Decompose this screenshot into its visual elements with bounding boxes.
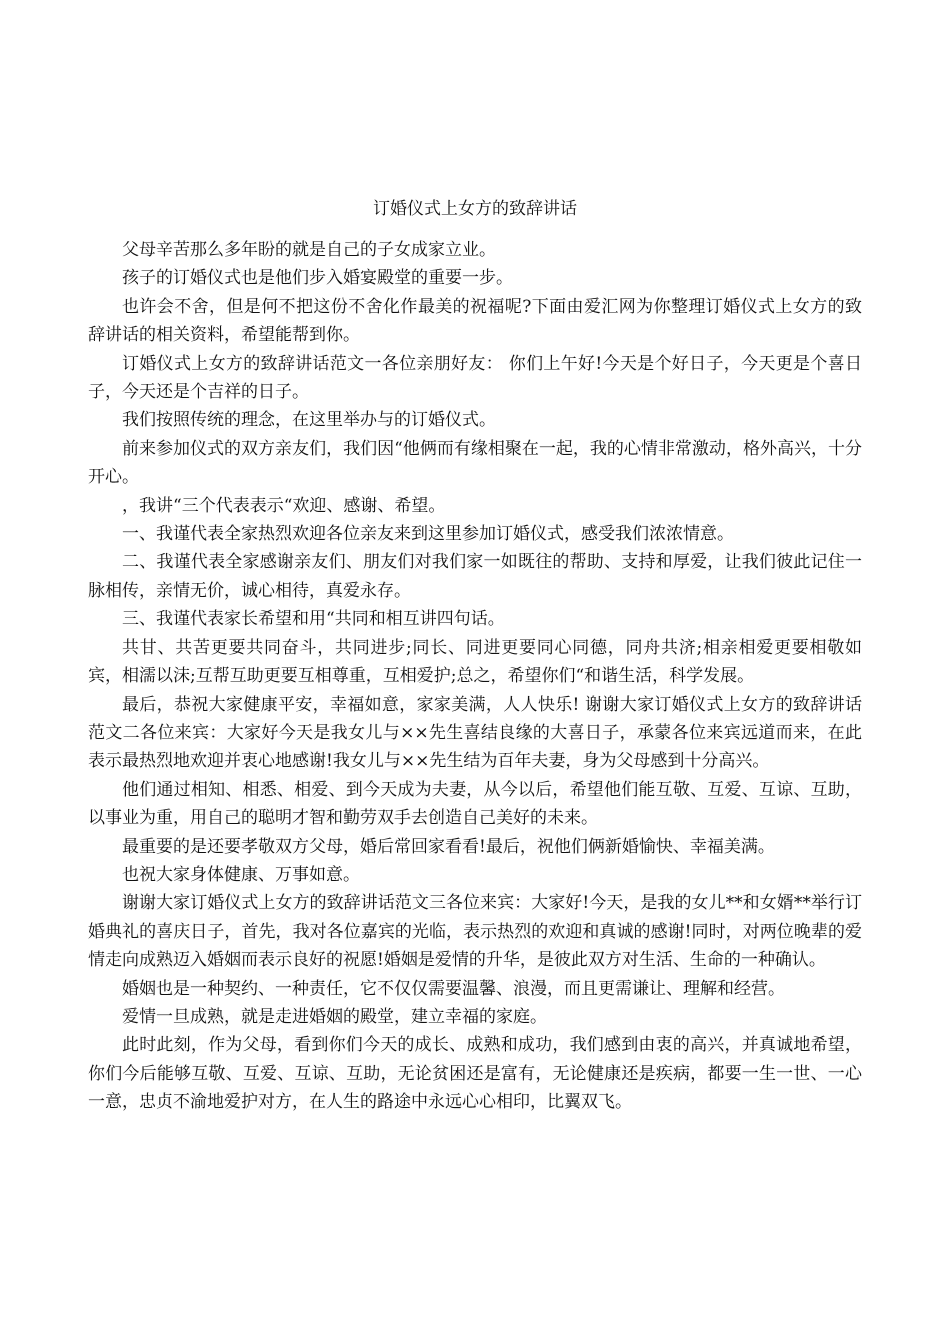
paragraph: 我们按照传统的理念，在这里举办与的订婚仪式。 [122, 410, 496, 431]
paragraph: 二、我谨代表全家感谢亲友们、朋友们对我们家一如既往的帮助、支持和厚爱，让我们彼此记住一脉相传，亲情无价，诚心相待，真爱永存。 [88, 552, 862, 601]
document-body [88, 236, 862, 1117]
paragraph: 最后，恭祝大家健康平安，幸福如意，家家美满，人人快乐! 谢谢大家订婚仪式上女方的致辞讲话范文二各位来宾：大家好今天是我女儿与××先生喜结良缘的大喜日子，承蒙各位来宾远道而来，在此表示最热烈地欢迎并衷心地感谢!我女儿与××先生结为百年夫妻，身为父母感到十分高兴。 [88, 694, 862, 772]
paragraph: 父母辛苦那么多年盼的就是自己的子女成家立业。 [122, 240, 496, 260]
paragraph: 他们通过相知、相悉、相爱、到今天成为夫妻，从今以后，希望他们能互敬、互爱、互谅、互助，以事业为重，用自己的聪明才智和勤劳双手去创造自己美好的未来。 [88, 779, 862, 829]
paragraph: 前来参加仪式的双方亲友们，我们因“他俩而有缘相聚在一起，我的心情非常激动，格外高兴，十分开心。 [88, 438, 862, 488]
paragraph: 婚姻也是一种契约、一种责任，它不仅仅需要温馨、浪漫，而且更需谦让、理解和经营。 [122, 978, 785, 999]
paragraph: 爱情一旦成熟，就是走进婚姻的殿堂，建立幸福的家庭。 [122, 1006, 547, 1027]
document-title: 订婚仪式上女方的致辞讲话 [373, 199, 577, 219]
paragraph: 三、我谨代表家长希望和用“共同和相互讲四句话。 [122, 609, 505, 630]
paragraph: 孩子的订婚仪式也是他们步入婚宴殿堂的重要一步。 [122, 268, 513, 289]
paragraph: 也祝大家身体健康、万事如意。 [122, 864, 360, 885]
paragraph: 共甘、共苦更要共同奋斗，共同进步;同长、同进更要同心同德，同舟共济;相亲相爱更要相敬如宾，相濡以沫;互帮互助更要互相尊重，互相爱护;总之，希望你们“和谐生活，科学发展。 [88, 637, 862, 687]
paragraph: 此时此刻，作为父母，看到你们今天的成长、成熟和成功，我们感到由衷的高兴，并真诚地希望，你们今后能够互敬、互爱、互谅、互助，无论贫困还是富有，无论健康还是疾病，都要一生一世、一心一意，忠贞不渝地爱护对方，在人生的路途中永远心心相印，比翼双飞。 [88, 1035, 862, 1113]
paragraph: 订婚仪式上女方的致辞讲话范文一各位亲朋好友： 你们上午好!今天是个好日子，今天更是个喜日子，今天还是个吉祥的日子。 [88, 353, 862, 403]
paragraph: ，我讲“三个代表表示“欢迎、感谢、希望。 [122, 495, 446, 516]
paragraph: 最重要的是还要孝敬双方父母，婚后常回家看看!最后，祝他们俩新婚愉快、幸福美满。 [122, 836, 775, 857]
paragraph: 也许会不舍，但是何不把这份不舍化作最美的祝福呢?下面由爱汇网为你整理订婚仪式上女方的致辞讲话的相关资料，希望能帮到你。 [88, 296, 862, 346]
paragraph: 一、我谨代表全家热烈欢迎各位亲友来到这里参加订婚仪式，感受我们浓浓情意。 [122, 524, 734, 545]
paragraph: 谢谢大家订婚仪式上女方的致辞讲话范文三各位来宾：大家好!今天，是我的女儿**和女婿**举行订婚典礼的喜庆日子，首先，我对各位嘉宾的光临，表示热烈的欢迎和真诚的感谢!同时，对两位晚辈的爱情走向成熟迈入婚姻而表示良好的祝愿!婚姻是爱情的升华，是彼此双方对生活、生命的一种确认。 [88, 893, 862, 971]
